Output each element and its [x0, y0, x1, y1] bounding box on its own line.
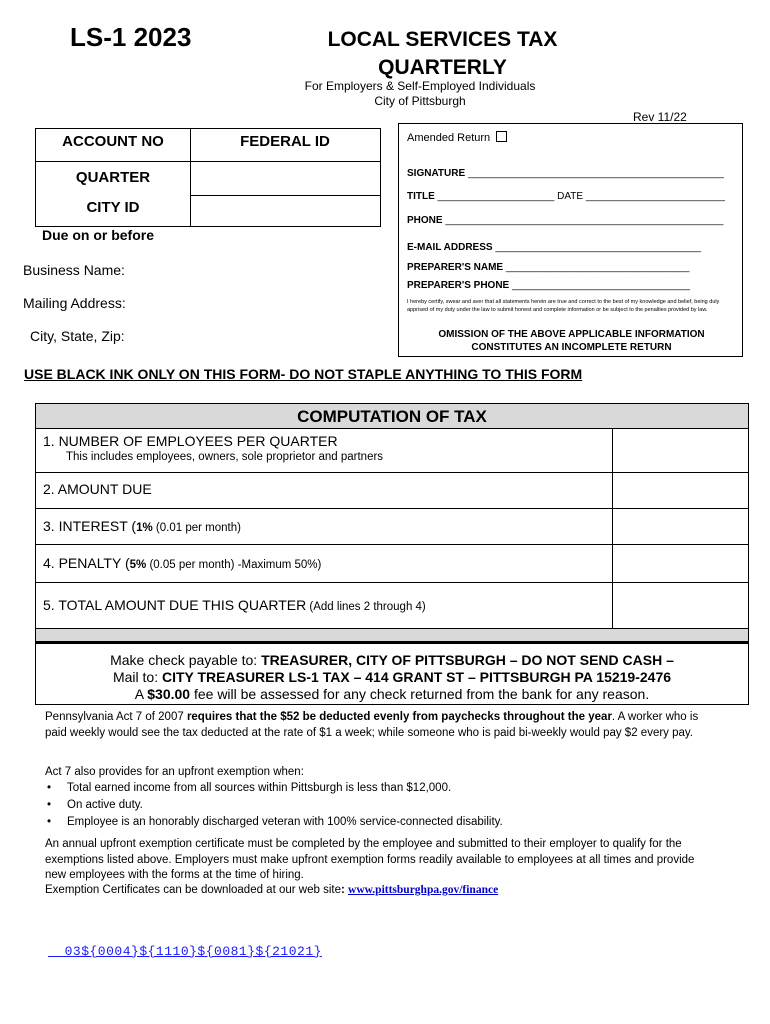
- exemption-list: [45, 780, 503, 831]
- due-date-label: Due on or before: [42, 227, 155, 243]
- table-row: [36, 508, 748, 545]
- email-label: E-MAIL ADDRESS: [407, 242, 493, 253]
- email-line[interactable]: [407, 242, 701, 253]
- signature-line[interactable]: [407, 168, 724, 179]
- omission-notice: [399, 328, 744, 354]
- mail-line: [36, 669, 748, 686]
- subtitle-line2: City of Pittsburgh: [374, 94, 466, 108]
- title-blank: _____________________: [437, 191, 555, 202]
- mailing-address-label: Mailing Address:: [23, 295, 126, 311]
- fee-amount: $30.00: [147, 686, 191, 702]
- form-title: [300, 26, 585, 82]
- act7-detail: . A worker who is paid weekly would see the tax deducted at the rate of $1 a week; while someone who is paid bi-weekly would pay $2 every pay.: [45, 711, 699, 739]
- table-row: [36, 544, 748, 583]
- act7-paragraph: [45, 710, 705, 741]
- employees-line-label: 1. NUMBER OF EMPLOYEES PER QUARTER: [43, 433, 338, 449]
- interest-label-text: 3. INTEREST (: [43, 518, 137, 534]
- revision-label: Rev 11/22: [633, 110, 687, 124]
- interest-field[interactable]: [612, 509, 613, 545]
- date-blank: _________________________: [585, 191, 725, 202]
- total-due-label: [43, 597, 426, 613]
- total-due-note: (Add lines 2 through 4): [306, 601, 426, 613]
- amended-return-checkbox[interactable]: [496, 131, 507, 142]
- signature-label: SIGNATURE: [407, 168, 466, 179]
- penalty-rate: 5%: [129, 559, 147, 571]
- certification-text: I hereby certify, swear and aver that all statements herein are true and correct to the best of my knowledge and belief, being duly apprised of my duty under the law to submit honest and complete information or be subject to the penalties provided by law.: [407, 299, 720, 313]
- quarter-field[interactable]: [191, 162, 381, 195]
- total-due-label-text: 5. TOTAL AMOUNT DUE THIS QUARTER: [43, 597, 307, 613]
- penalty-field[interactable]: [612, 545, 613, 583]
- list-item: [45, 797, 503, 814]
- penalty-note: (0.05 per month) -Maximum 50%): [146, 559, 322, 571]
- act7-intro: Pennsylvania Act 7 of 2007: [45, 711, 187, 723]
- exemption-certificate-paragraph: An annual upfront exemption certificate must be completed by the employee and submitted to their employer to qualify for the exemptions listed above. Employers must make upfront exemption forms readily available to employees at all times and provide new employees with the forms at the time of hiring.: [45, 838, 695, 881]
- list-item-text: On active duty.: [67, 799, 143, 811]
- signature-blank: ______________________________________________: [467, 168, 724, 179]
- business-name-label: Business Name:: [23, 262, 125, 278]
- ink-notice: USE BLACK INK ONLY ON THIS FORM- DO NOT STAPLE ANYTHING TO THIS FORM: [24, 366, 583, 382]
- signature-box: [398, 123, 743, 357]
- payable-prefix: Make check payable to:: [110, 652, 262, 668]
- phone-line[interactable]: [407, 215, 723, 226]
- mail-prefix: Mail to:: [112, 669, 162, 685]
- table-row: [36, 428, 748, 473]
- interest-note: (0.01 per month): [152, 522, 241, 534]
- email-blank: _____________________________________: [495, 242, 702, 253]
- form-title-line2: QUARTERLY: [378, 56, 507, 79]
- subtitle-line1: For Employers & Self-Employed Individuals: [304, 79, 536, 93]
- penalty-label: [43, 555, 321, 571]
- list-item-text: Total earned income from all sources within Pittsburgh is less than $12,000.: [67, 782, 452, 794]
- form-code: LS-1 2023: [70, 22, 192, 52]
- download-text: Exemption Certificates can be downloaded at our web site: [45, 884, 341, 896]
- account-grid: [35, 128, 381, 227]
- amended-return: [407, 131, 507, 144]
- preparer-name-label: PREPARER'S NAME: [407, 262, 504, 273]
- bullet-icon: •: [47, 782, 52, 794]
- title-date-line[interactable]: [407, 191, 725, 202]
- list-item: [45, 780, 503, 797]
- website-link[interactable]: www.pittsburghpa.gov/finance: [348, 884, 499, 896]
- city-state-zip-label: City, State, Zip:: [30, 328, 125, 344]
- fee-line: [36, 686, 748, 703]
- act7-requirement: requires that the $52 be deducted evenly from paychecks throughout the year: [186, 711, 612, 723]
- preparer-phone-blank: ________________________________: [512, 280, 690, 291]
- download-colon: :: [340, 884, 349, 896]
- computation-heading: COMPUTATION OF TAX: [36, 404, 748, 428]
- payment-instructions: [35, 641, 749, 705]
- table-row: [36, 582, 748, 629]
- bullet-icon: •: [47, 799, 52, 811]
- city-id-field[interactable]: [191, 196, 381, 227]
- omission-line1: OMISSION OF THE ABOVE APPLICABLE INFORMATION: [438, 329, 705, 340]
- phone-blank: __________________________________________________: [445, 215, 724, 226]
- preparer-name-blank: _________________________________: [505, 262, 690, 273]
- fee-text: fee will be assessed for any check returned from the bank for any reason.: [190, 686, 650, 702]
- bullet-icon: •: [47, 816, 52, 828]
- preparer-name-line[interactable]: [407, 262, 689, 273]
- mail-to-address: CITY TREASURER LS-1 TAX – 414 GRANT ST – PITTSBURGH PA 15219-2476: [161, 669, 672, 685]
- list-item: [45, 814, 503, 831]
- exemption-intro: Act 7 also provides for an upfront exemption when:: [45, 766, 304, 778]
- list-item-text: Employee is an honorably discharged veteran with 100% service-connected disability.: [67, 816, 503, 828]
- amount-due-field[interactable]: [612, 473, 613, 509]
- employees-value-field[interactable]: [612, 429, 613, 473]
- omission-line2: CONSTITUTES AN INCOMPLETE RETURN: [471, 342, 672, 353]
- interest-label: [43, 518, 241, 534]
- total-due-field[interactable]: [612, 583, 613, 629]
- payable-line: [36, 652, 748, 669]
- penalty-label-text: 4. PENALTY (: [43, 555, 130, 571]
- employees-line-note: This includes employees, owners, sole proprietor and partners: [66, 451, 384, 463]
- fee-prefix: A: [134, 686, 148, 702]
- preparer-phone-line[interactable]: [407, 280, 690, 291]
- download-line: [45, 883, 705, 899]
- preparer-phone-label: PREPARER'S PHONE: [407, 280, 510, 291]
- interest-rate: 1%: [136, 522, 153, 534]
- form-title-line1: LOCAL SERVICES TAX: [327, 28, 558, 51]
- quarter-label: QUARTER: [75, 169, 151, 186]
- phone-label: PHONE: [407, 215, 443, 226]
- account-no-label: ACCOUNT NO: [62, 133, 164, 150]
- amended-return-label: Amended Return: [407, 132, 491, 144]
- form-subtitle: [270, 79, 570, 109]
- date-label: DATE: [557, 191, 584, 202]
- scanline-code: __03${0004}${1110}${0081}${21021}: [48, 944, 322, 959]
- amount-due-label: 2. AMOUNT DUE: [43, 481, 152, 497]
- city-id-label: CITY ID: [86, 199, 140, 216]
- title-label: TITLE: [407, 191, 435, 202]
- computation-table: [35, 403, 749, 643]
- payable-to: TREASURER, CITY OF PITTSBURGH – DO NOT SEND CASH –: [261, 652, 674, 668]
- table-row: [36, 472, 748, 509]
- federal-id-field[interactable]: [191, 129, 381, 161]
- federal-id-label: FEDERAL ID: [240, 133, 330, 150]
